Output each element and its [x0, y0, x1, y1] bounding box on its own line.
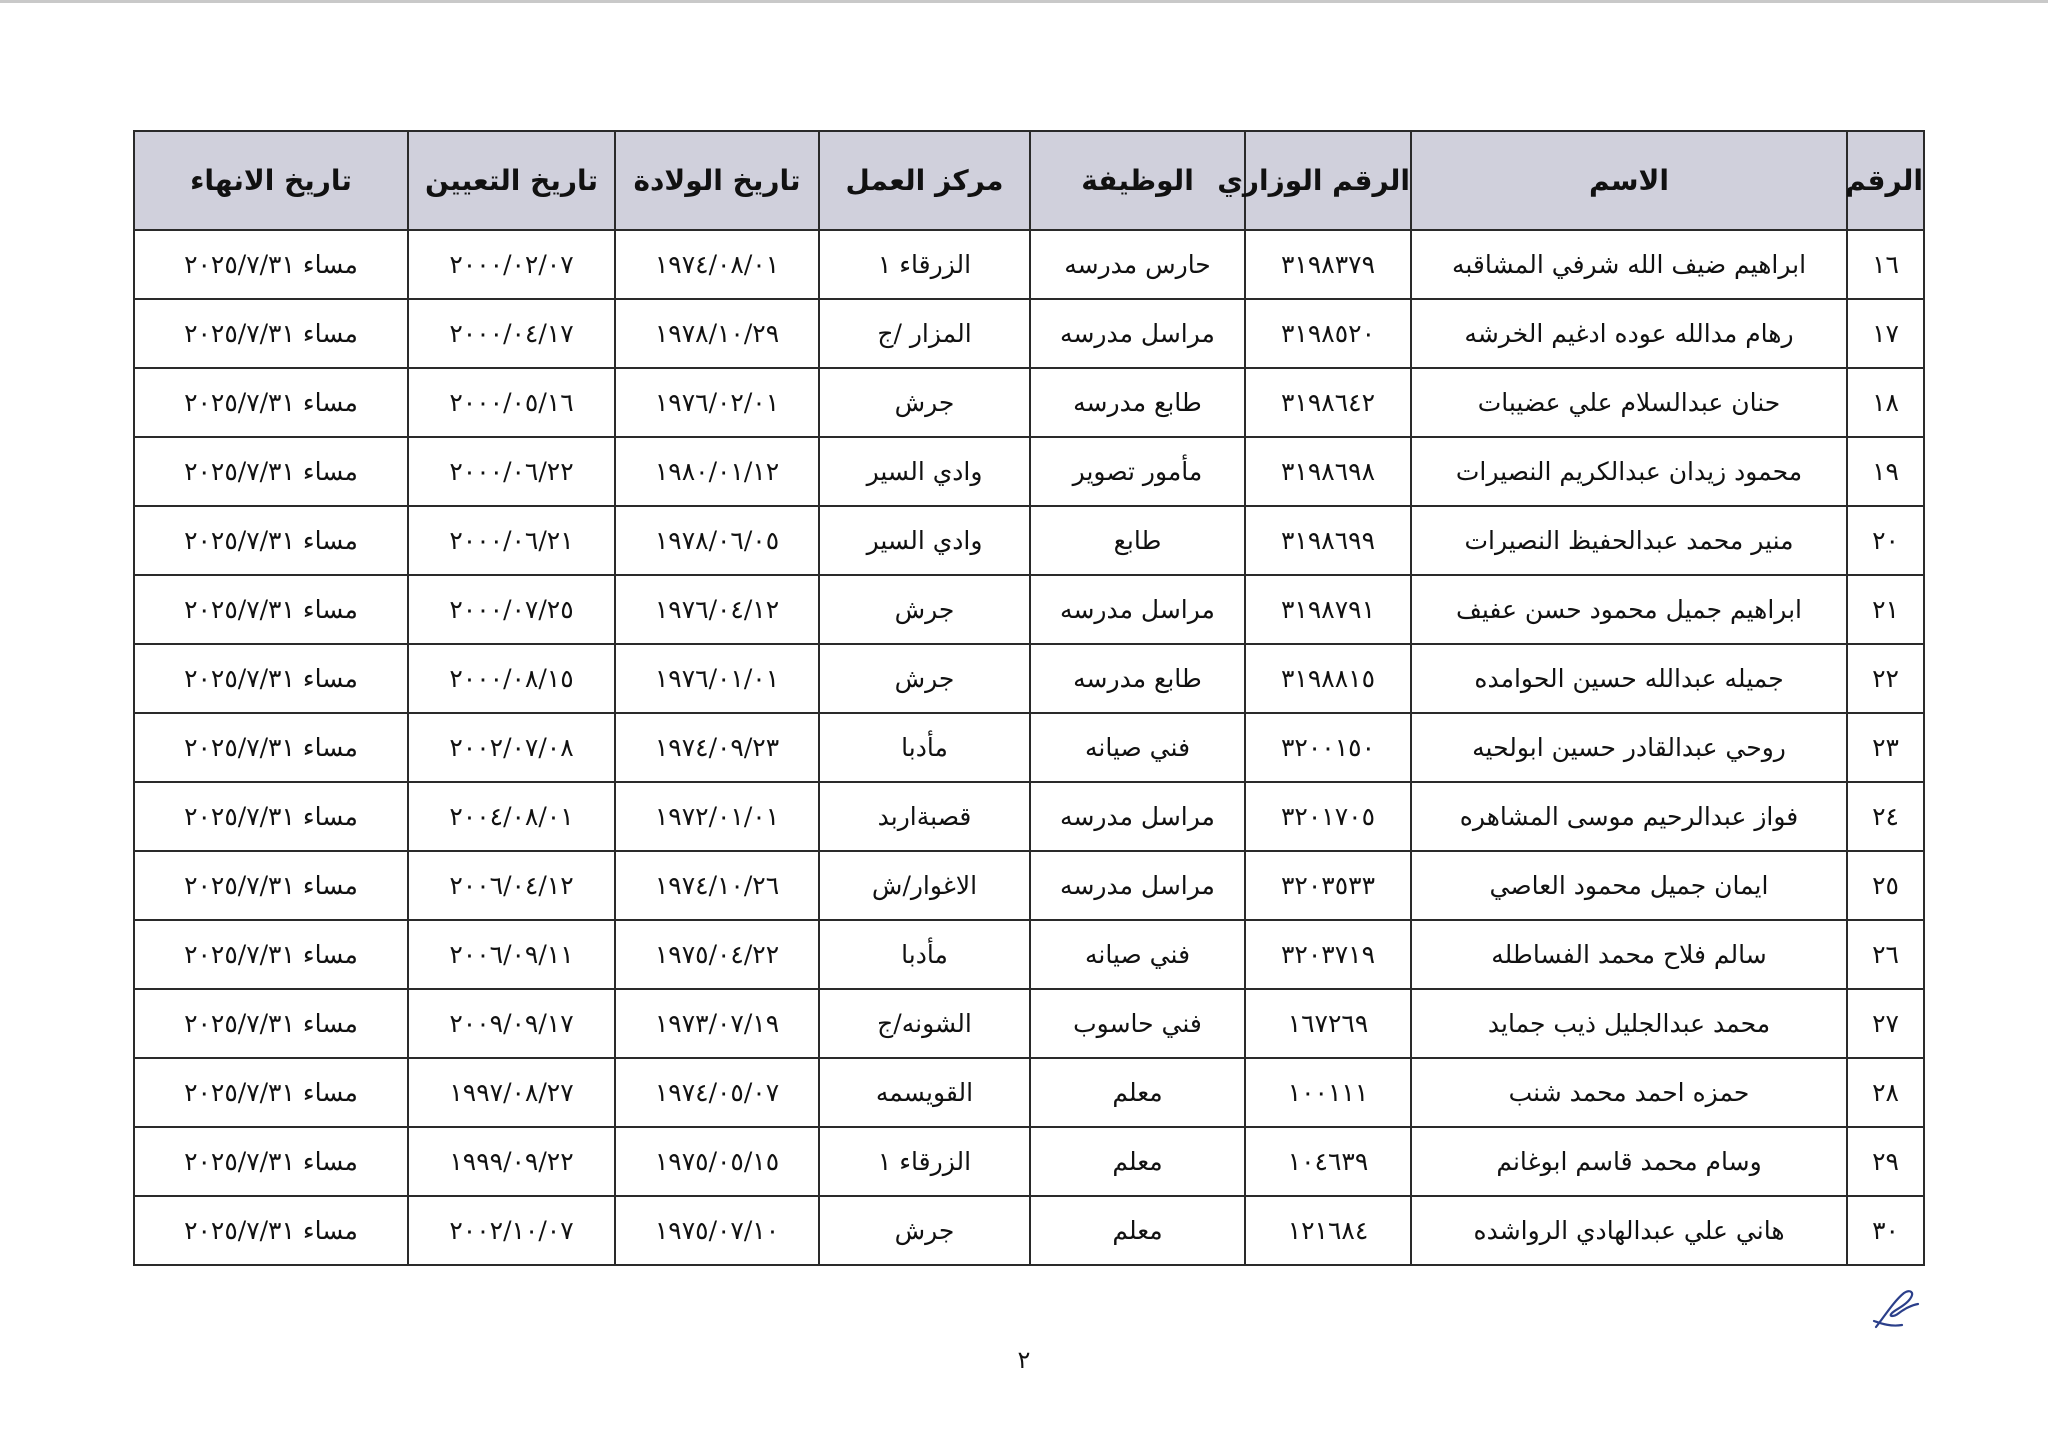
- cell-work-center: مأدبا: [819, 920, 1030, 989]
- cell-work-center: جرش: [819, 1196, 1030, 1265]
- cell-appointment-date: ١٩٩٧/٠٨/٢٧: [408, 1058, 615, 1127]
- table-row: [134, 1127, 1924, 1196]
- cell-number: ٢٦: [1847, 920, 1924, 989]
- cell-job: طابع مدرسه: [1030, 368, 1245, 437]
- cell-ministry-number: ٣٢٠٣٧١٩: [1245, 920, 1411, 989]
- cell-name: منير محمد عبدالحفيظ النصيرات: [1411, 506, 1847, 575]
- table-row: [134, 299, 1924, 368]
- table-row: [134, 1196, 1924, 1265]
- cell-job: فني صيانه: [1030, 920, 1245, 989]
- cell-birth-date: ١٩٧٥/٠٤/٢٢: [615, 920, 819, 989]
- cell-name: حمزه احمد محمد شنب: [1411, 1058, 1847, 1127]
- cell-appointment-date: ٢٠٠٠/٠٨/١٥: [408, 644, 615, 713]
- header-number: الرقم: [1847, 131, 1924, 230]
- cell-birth-date: ١٩٧٥/٠٧/١٠: [615, 1196, 819, 1265]
- cell-termination-date: مساء ٢٠٢٥/٧/٣١: [134, 1196, 408, 1265]
- table-row: [134, 1058, 1924, 1127]
- table-row: [134, 506, 1924, 575]
- cell-termination-date: مساء ٢٠٢٥/٧/٣١: [134, 920, 408, 989]
- cell-work-center: جرش: [819, 575, 1030, 644]
- cell-ministry-number: ١٦٧٢٦٩: [1245, 989, 1411, 1058]
- cell-ministry-number: ٣٢٠١٧٠٥: [1245, 782, 1411, 851]
- cell-termination-date: مساء ٢٠٢٥/٧/٣١: [134, 437, 408, 506]
- cell-name: محمد عبدالجليل ذيب جمايد: [1411, 989, 1847, 1058]
- cell-number: ٣٠: [1847, 1196, 1924, 1265]
- cell-appointment-date: ٢٠٠٤/٠٨/٠١: [408, 782, 615, 851]
- cell-appointment-date: ٢٠٠٦/٠٤/١٢: [408, 851, 615, 920]
- cell-number: ٢٤: [1847, 782, 1924, 851]
- cell-termination-date: مساء ٢٠٢٥/٧/٣١: [134, 1058, 408, 1127]
- cell-birth-date: ١٩٧٨/١٠/٢٩: [615, 299, 819, 368]
- cell-name: ابراهيم ضيف الله شرفي المشاقبه: [1411, 230, 1847, 299]
- cell-job: طابع مدرسه: [1030, 644, 1245, 713]
- cell-termination-date: مساء ٢٠٢٥/٧/٣١: [134, 1127, 408, 1196]
- table-row: [134, 920, 1924, 989]
- cell-termination-date: مساء ٢٠٢٥/٧/٣١: [134, 782, 408, 851]
- cell-work-center: الزرقاء ١: [819, 230, 1030, 299]
- header-birth-date: تاريخ الولادة: [615, 131, 819, 230]
- cell-job: فني حاسوب: [1030, 989, 1245, 1058]
- cell-job: مراسل مدرسه: [1030, 851, 1245, 920]
- cell-name: جميله عبدالله حسين الحوامده: [1411, 644, 1847, 713]
- cell-name: محمود زيدان عبدالكريم النصيرات: [1411, 437, 1847, 506]
- cell-name: روحي عبدالقادر حسين ابولحيه: [1411, 713, 1847, 782]
- cell-job: مراسل مدرسه: [1030, 299, 1245, 368]
- cell-termination-date: مساء ٢٠٢٥/٧/٣١: [134, 989, 408, 1058]
- cell-number: ١٦: [1847, 230, 1924, 299]
- table-row: [134, 437, 1924, 506]
- cell-work-center: جرش: [819, 368, 1030, 437]
- cell-termination-date: مساء ٢٠٢٥/٧/٣١: [134, 299, 408, 368]
- cell-ministry-number: ٣١٩٨٥٢٠: [1245, 299, 1411, 368]
- cell-termination-date: مساء ٢٠٢٥/٧/٣١: [134, 575, 408, 644]
- cell-name: ايمان جميل محمود العاصي: [1411, 851, 1847, 920]
- employee-table: [133, 130, 1925, 1266]
- cell-birth-date: ١٩٧٤/١٠/٢٦: [615, 851, 819, 920]
- cell-birth-date: ١٩٧٤/٠٨/٠١: [615, 230, 819, 299]
- cell-work-center: القويسمه: [819, 1058, 1030, 1127]
- cell-ministry-number: ٣١٩٨٨١٥: [1245, 644, 1411, 713]
- header-termination-date: تاريخ الانهاء: [134, 131, 408, 230]
- cell-ministry-number: ٣١٩٨٦٤٢: [1245, 368, 1411, 437]
- cell-work-center: الزرقاء ١: [819, 1127, 1030, 1196]
- cell-number: ٢١: [1847, 575, 1924, 644]
- cell-number: ٢٧: [1847, 989, 1924, 1058]
- cell-appointment-date: ٢٠٠٢/١٠/٠٧: [408, 1196, 615, 1265]
- table-row: [134, 575, 1924, 644]
- cell-job: معلم: [1030, 1196, 1245, 1265]
- cell-work-center: المزار /ج: [819, 299, 1030, 368]
- cell-number: ٢٠: [1847, 506, 1924, 575]
- cell-number: ٢٢: [1847, 644, 1924, 713]
- cell-job: مراسل مدرسه: [1030, 782, 1245, 851]
- cell-birth-date: ١٩٧٨/٠٦/٠٥: [615, 506, 819, 575]
- cell-number: ١٩: [1847, 437, 1924, 506]
- cell-name: حنان عبدالسلام علي عضيبات: [1411, 368, 1847, 437]
- cell-work-center: جرش: [819, 644, 1030, 713]
- cell-appointment-date: ٢٠٠٢/٠٧/٠٨: [408, 713, 615, 782]
- header-name: الاسم: [1411, 131, 1847, 230]
- cell-ministry-number: ٣١٩٨٣٧٩: [1245, 230, 1411, 299]
- table-row: [134, 713, 1924, 782]
- cell-ministry-number: ٣١٩٨٦٩٩: [1245, 506, 1411, 575]
- cell-appointment-date: ١٩٩٩/٠٩/٢٢: [408, 1127, 615, 1196]
- header-work-center: مركز العمل: [819, 131, 1030, 230]
- cell-birth-date: ١٩٧٤/٠٥/٠٧: [615, 1058, 819, 1127]
- cell-number: ٢٨: [1847, 1058, 1924, 1127]
- cell-job: مراسل مدرسه: [1030, 575, 1245, 644]
- cell-work-center: الشونه/ج: [819, 989, 1030, 1058]
- cell-name: هاني علي عبدالهادي الرواشده: [1411, 1196, 1847, 1265]
- page-number: ٢: [1017, 1346, 1031, 1374]
- cell-termination-date: مساء ٢٠٢٥/٧/٣١: [134, 368, 408, 437]
- table-header-row: [134, 131, 1924, 230]
- cell-ministry-number: ٣١٩٨٧٩١: [1245, 575, 1411, 644]
- cell-job: معلم: [1030, 1127, 1245, 1196]
- cell-number: ١٧: [1847, 299, 1924, 368]
- table-row: [134, 851, 1924, 920]
- header-ministry-number: الرقم الوزاري: [1245, 131, 1411, 230]
- table-row: [134, 230, 1924, 299]
- cell-number: ٢٥: [1847, 851, 1924, 920]
- cell-appointment-date: ٢٠٠٩/٠٩/١٧: [408, 989, 615, 1058]
- cell-termination-date: مساء ٢٠٢٥/٧/٣١: [134, 506, 408, 575]
- scan-top-edge: [0, 0, 2048, 3]
- cell-work-center: الاغوار/ش: [819, 851, 1030, 920]
- cell-job: معلم: [1030, 1058, 1245, 1127]
- cell-birth-date: ١٩٧٣/٠٧/١٩: [615, 989, 819, 1058]
- table-row: [134, 368, 1924, 437]
- cell-name: سالم فلاح محمد الفساطله: [1411, 920, 1847, 989]
- signature-mark: [1868, 1283, 1924, 1335]
- cell-ministry-number: ١٠٠١١١: [1245, 1058, 1411, 1127]
- cell-work-center: وادي السير: [819, 437, 1030, 506]
- cell-birth-date: ١٩٧٦/٠٤/١٢: [615, 575, 819, 644]
- cell-appointment-date: ٢٠٠٠/٠٦/٢٢: [408, 437, 615, 506]
- cell-job: طابع: [1030, 506, 1245, 575]
- cell-work-center: قصبةاربد: [819, 782, 1030, 851]
- cell-name: وسام محمد قاسم ابوغانم: [1411, 1127, 1847, 1196]
- cell-termination-date: مساء ٢٠٢٥/٧/٣١: [134, 713, 408, 782]
- cell-number: ٢٩: [1847, 1127, 1924, 1196]
- cell-termination-date: مساء ٢٠٢٥/٧/٣١: [134, 644, 408, 713]
- cell-job: فني صيانه: [1030, 713, 1245, 782]
- cell-appointment-date: ٢٠٠٠/٠٤/١٧: [408, 299, 615, 368]
- cell-ministry-number: ١٢١٦٨٤: [1245, 1196, 1411, 1265]
- table-row: [134, 644, 1924, 713]
- cell-birth-date: ١٩٨٠/٠١/١٢: [615, 437, 819, 506]
- cell-job: حارس مدرسه: [1030, 230, 1245, 299]
- cell-work-center: مأدبا: [819, 713, 1030, 782]
- cell-termination-date: مساء ٢٠٢٥/٧/٣١: [134, 851, 408, 920]
- cell-ministry-number: ٣٢٠٣٥٣٣: [1245, 851, 1411, 920]
- cell-appointment-date: ٢٠٠٠/٠٢/٠٧: [408, 230, 615, 299]
- cell-name: رهام مدالله عوده ادغيم الخرشه: [1411, 299, 1847, 368]
- cell-termination-date: مساء ٢٠٢٥/٧/٣١: [134, 230, 408, 299]
- cell-appointment-date: ٢٠٠٠/٠٥/١٦: [408, 368, 615, 437]
- cell-work-center: وادي السير: [819, 506, 1030, 575]
- cell-birth-date: ١٩٧٦/٠٢/٠١: [615, 368, 819, 437]
- cell-appointment-date: ٢٠٠٠/٠٦/٢١: [408, 506, 615, 575]
- cell-birth-date: ١٩٧٤/٠٩/٢٣: [615, 713, 819, 782]
- cell-birth-date: ١٩٧٦/٠١/٠١: [615, 644, 819, 713]
- cell-ministry-number: ١٠٤٦٣٩: [1245, 1127, 1411, 1196]
- cell-job: مأمور تصوير: [1030, 437, 1245, 506]
- cell-appointment-date: ٢٠٠٦/٠٩/١١: [408, 920, 615, 989]
- cell-ministry-number: ٣٢٠٠١٥٠: [1245, 713, 1411, 782]
- cell-birth-date: ١٩٧٥/٠٥/١٥: [615, 1127, 819, 1196]
- table-row: [134, 782, 1924, 851]
- cell-ministry-number: ٣١٩٨٦٩٨: [1245, 437, 1411, 506]
- cell-number: ٢٣: [1847, 713, 1924, 782]
- cell-number: ١٨: [1847, 368, 1924, 437]
- cell-name: فواز عبدالرحيم موسى المشاهره: [1411, 782, 1847, 851]
- table-row: [134, 989, 1924, 1058]
- header-job: الوظيفة: [1030, 131, 1245, 230]
- cell-appointment-date: ٢٠٠٠/٠٧/٢٥: [408, 575, 615, 644]
- cell-birth-date: ١٩٧٢/٠١/٠١: [615, 782, 819, 851]
- cell-name: ابراهيم جميل محمود حسن عفيف: [1411, 575, 1847, 644]
- table-body: [134, 230, 1924, 1265]
- header-appointment-date: تاريخ التعيين: [408, 131, 615, 230]
